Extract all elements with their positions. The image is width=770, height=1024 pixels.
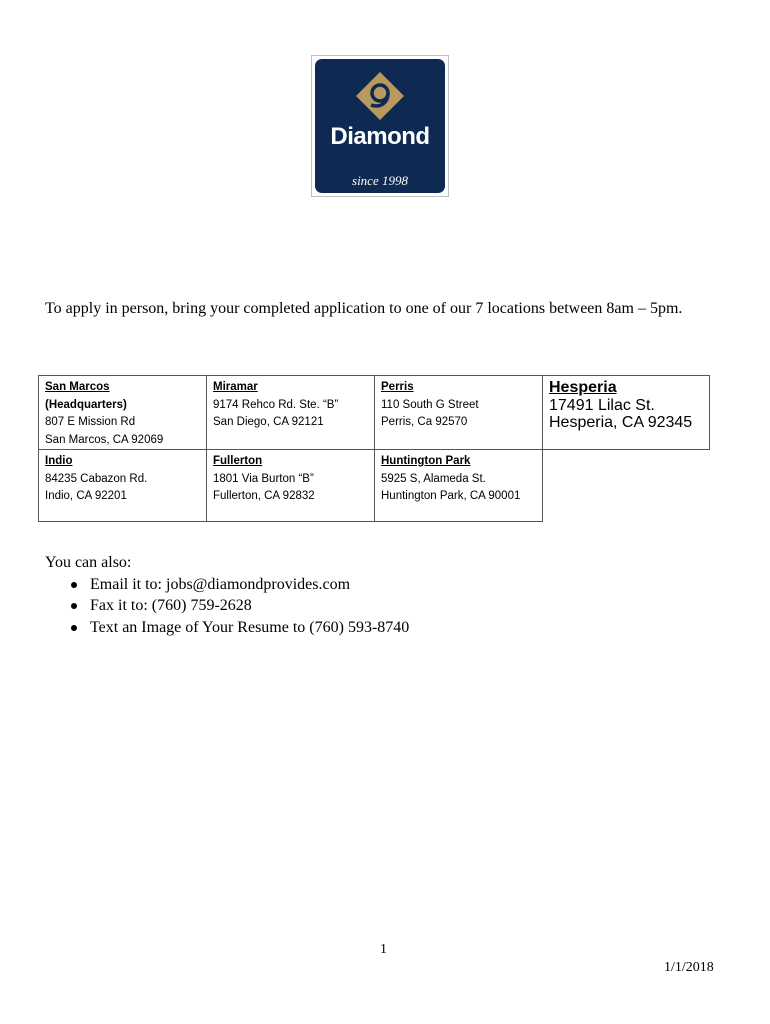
company-logo: [315, 59, 445, 193]
empty-cell: [543, 450, 710, 522]
list-item-text: Fax it to: (760) 759-2628: [90, 597, 252, 614]
bullet-icon: [71, 582, 77, 588]
location-address: 5925 S, Alameda St.: [381, 472, 486, 485]
location-address: 84235 Cabazon Rd.: [45, 472, 148, 485]
location-address: 9174 Rehco Rd. Ste. “B”: [213, 398, 339, 411]
location-city: Hesperia, CA 92345: [549, 414, 693, 431]
location-cell: [375, 376, 543, 450]
location-address: 17491 Lilac St.: [549, 396, 655, 414]
location-cell: [375, 450, 543, 522]
location-name: Fullerton: [213, 455, 263, 467]
list-item-text: Text an Image of Your Resume to (760) 593-8740: [90, 618, 410, 636]
location-city: Huntington Park, CA 90001: [381, 490, 521, 502]
location-cell: [207, 450, 375, 522]
locations-table: [38, 375, 710, 522]
logo-frame: [311, 55, 449, 197]
logo-tagline: since 1998: [352, 173, 408, 188]
location-city: Perris, Ca 92570: [381, 416, 468, 428]
bullet-icon: [71, 603, 77, 609]
location-cell: [543, 376, 710, 450]
list-item: [45, 595, 409, 617]
other-options: [45, 552, 409, 638]
location-note: (Headquarters): [45, 398, 127, 411]
location-city: San Diego, CA 92121: [213, 416, 324, 428]
location-cell: [39, 376, 207, 450]
location-name: Miramar: [213, 381, 258, 393]
diamond-emblem-icon: [355, 71, 405, 121]
location-city: Indio, CA 92201: [45, 490, 127, 502]
location-city: Fullerton, CA 92832: [213, 490, 315, 502]
footer-date: 1/1/2018: [664, 960, 714, 975]
location-name: Indio: [45, 455, 73, 467]
location-address: 110 South G Street: [381, 398, 479, 411]
intro-paragraph: To apply in person, bring your completed application to one of our 7 locations between 8am – 5pm.: [45, 300, 683, 317]
location-address: 1801 Via Burton “B”: [213, 472, 314, 485]
other-options-heading: You can also:: [45, 554, 132, 571]
logo-wordmark: Diamond: [330, 123, 430, 150]
list-item-text: Email it to: jobs@diamondprovides.com: [90, 575, 351, 593]
location-cell: [207, 376, 375, 450]
location-city: San Marcos, CA 92069: [45, 433, 164, 446]
location-address: 807 E Mission Rd: [45, 416, 136, 428]
list-item: [45, 617, 409, 639]
location-name: Huntington Park: [381, 455, 471, 467]
location-cell: [39, 450, 207, 522]
bullet-icon: [71, 625, 77, 631]
location-name: Perris: [381, 381, 414, 393]
location-name: Hesperia: [549, 379, 617, 396]
other-options-list: [45, 574, 409, 639]
page-number: 1: [380, 942, 387, 957]
location-name: San Marcos: [45, 381, 110, 393]
list-item: [45, 574, 409, 596]
